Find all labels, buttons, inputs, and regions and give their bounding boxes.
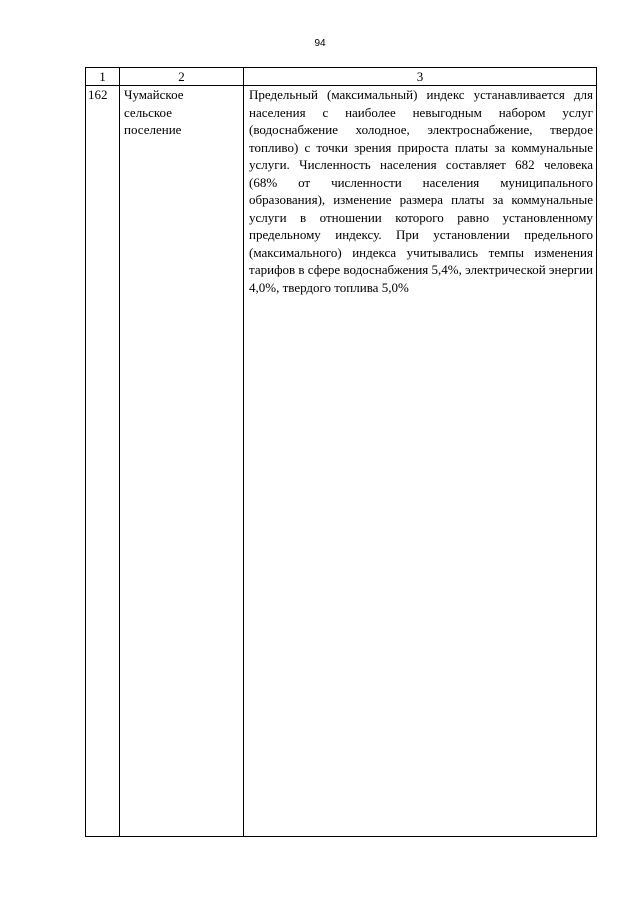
column-header-3: 3 <box>244 68 597 86</box>
description-cell: Предельный (максимальный) индекс устанавливается для населения с наиболее невыгодным набором услуг (водоснабжение холодное, электроснабжение, твердое топливо) с точки зрения прироста платы за коммунальные услуги. Численность населения составляет 682 человека (68% от численности населения муниципального образования), изменение размера платы за коммунальные услуги в отношении которого равно установленному предельному индексу. При установлении предельного (максимального) индекса учитывались темпы изменения тарифов в сфере водоснабжения 5,4%, электрической энергии 4,0%, твердого топлива 5,0% <box>244 86 597 837</box>
page-number: 94 <box>314 38 326 49</box>
column-header-2: 2 <box>120 68 244 86</box>
row-number-cell: 162 <box>86 86 120 837</box>
settlement-name-line: поселение <box>124 122 182 137</box>
settlement-name-line: Чумайское <box>124 87 184 102</box>
table-header-row <box>86 68 597 86</box>
table-row <box>86 86 597 837</box>
settlement-name-line: сельское <box>124 104 172 120</box>
column-header-1: 1 <box>86 68 120 86</box>
settlement-name-cell <box>120 86 244 837</box>
document-table <box>85 67 597 837</box>
